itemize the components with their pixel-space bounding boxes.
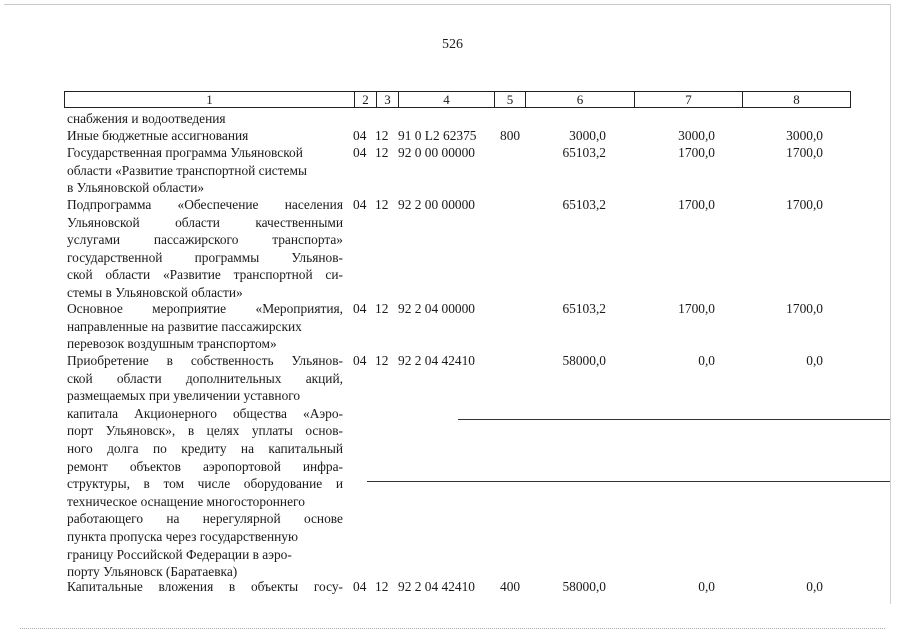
row-line: ного долга по кредиту на капитальный	[67, 440, 343, 456]
cell-amount-col7: 0,0	[698, 579, 715, 594]
cell-section: 04	[353, 301, 367, 316]
header-col-8: 8	[742, 92, 850, 107]
table-row-text	[67, 196, 343, 302]
row-line: Иные бюджетные ассигнования	[67, 128, 249, 143]
row-line: Государственная программа Ульяновской	[67, 145, 303, 160]
cell-target-article: 91 0 L2 62375	[398, 128, 477, 143]
cell-amount-col7: 3000,0	[678, 128, 715, 143]
row-line: размещаемых при увеличении уставного	[67, 388, 301, 404]
cell-subsection: 12	[375, 145, 389, 160]
row-line: услугами пассажирского транспорта»	[67, 232, 343, 248]
table-row-text	[67, 127, 343, 145]
cell-target-article: 92 2 00 00000	[398, 197, 475, 212]
cell-amount-col8: 1700,0	[786, 197, 823, 212]
header-col-6: 6	[525, 92, 634, 107]
cell-amount-col7: 1700,0	[678, 301, 715, 316]
row-line: капитала Акционерного общества «Аэро-	[67, 405, 343, 421]
row-line: Капитальные вложения в объекты госу-	[67, 579, 343, 594]
header-col-7: 7	[634, 92, 742, 107]
cell-subsection: 12	[375, 353, 389, 368]
cell-amount-col6: 65103,2	[562, 301, 606, 316]
cell-subsection: 12	[375, 128, 389, 143]
table-header-row	[64, 91, 851, 108]
cell-amount-col7: 0,0	[698, 353, 715, 368]
row-line: пункта пропуска через государственную	[67, 528, 299, 544]
row-line: снабжения и водоотведения	[67, 111, 226, 126]
scan-rule	[458, 419, 890, 420]
row-line: Приобретение в собственность Ульянов-	[67, 353, 343, 368]
page-number: 526	[442, 37, 463, 52]
cell-amount-col7: 1700,0	[678, 197, 715, 212]
cell-subsection: 12	[375, 197, 389, 212]
cell-subsection: 12	[375, 301, 389, 316]
cell-section: 04	[353, 145, 367, 160]
row-line: направленные на развитие пассажирских	[67, 318, 302, 334]
table-row-text	[67, 352, 343, 581]
cell-section: 04	[353, 197, 367, 212]
row-line: техническое оснащение многостороннего	[67, 493, 305, 509]
cell-section: 04	[353, 128, 367, 143]
cell-section: 04	[353, 353, 367, 368]
page-edge	[4, 4, 891, 5]
cell-target-article: 92 2 04 00000	[398, 301, 475, 316]
row-line: порт Ульяновск», в целях уплаты основ-	[67, 423, 343, 439]
header-col-2: 2	[354, 92, 376, 107]
row-line: порту Ульяновск (Баратаевка)	[67, 564, 238, 580]
table-row-text	[67, 110, 343, 128]
page-edge-right	[890, 4, 891, 604]
cell-target-article: 92 2 04 42410	[398, 579, 475, 594]
row-line: ской области «Развитие транспортной си-	[67, 267, 343, 283]
row-line: в Ульяновской области»	[67, 180, 205, 196]
table-row-text	[67, 144, 343, 197]
row-line: ремонт объектов аэропортовой инфра-	[67, 458, 343, 474]
row-line: Подпрограмма «Обеспечение населения	[67, 197, 343, 212]
cell-amount-col8: 1700,0	[786, 145, 823, 160]
scan-rule	[367, 481, 890, 482]
table-row-text	[67, 578, 343, 596]
cell-amount-col7: 1700,0	[678, 145, 715, 160]
row-line: структуры, в том числе оборудование и	[67, 476, 343, 492]
row-line: стемы в Ульяновской области»	[67, 284, 243, 300]
cell-target-article: 92 0 00 00000	[398, 145, 475, 160]
cell-section: 04	[353, 579, 367, 594]
table-row-text	[67, 300, 343, 353]
header-col-3: 3	[376, 92, 398, 107]
cell-target-article: 92 2 04 42410	[398, 353, 475, 368]
cell-subsection: 12	[375, 579, 389, 594]
row-line: Основное мероприятие «Мероприятия,	[67, 301, 343, 316]
row-line: границу Российской Федерации в аэро-	[67, 546, 292, 562]
cell-amount-col6: 65103,2	[562, 197, 606, 212]
header-col-4: 4	[398, 92, 494, 107]
cell-amount-col6: 58000,0	[562, 579, 606, 594]
cell-expense-type: 400	[500, 579, 521, 594]
cell-amount-col6: 65103,2	[562, 145, 606, 160]
row-line: государственной программы Ульянов-	[67, 249, 343, 265]
row-line: перевозок воздушным транспортом»	[67, 336, 277, 352]
row-line: Ульяновской области качественными	[67, 214, 343, 230]
cell-amount-col8: 0,0	[806, 353, 823, 368]
row-line: работающего на нерегулярной основе	[67, 511, 343, 527]
row-line: области «Развитие транспортной системы	[67, 162, 307, 178]
cell-amount-col8: 1700,0	[786, 301, 823, 316]
cell-amount-col8: 0,0	[806, 579, 823, 594]
header-col-1: 1	[206, 92, 213, 107]
cell-amount-col6: 3000,0	[569, 128, 606, 143]
header-col-5: 5	[494, 92, 525, 107]
scan-noise	[20, 628, 885, 629]
cell-amount-col6: 58000,0	[562, 353, 606, 368]
cell-expense-type: 800	[500, 128, 521, 143]
row-line: ской области дополнительных акций,	[67, 370, 343, 386]
cell-amount-col8: 3000,0	[786, 128, 823, 143]
